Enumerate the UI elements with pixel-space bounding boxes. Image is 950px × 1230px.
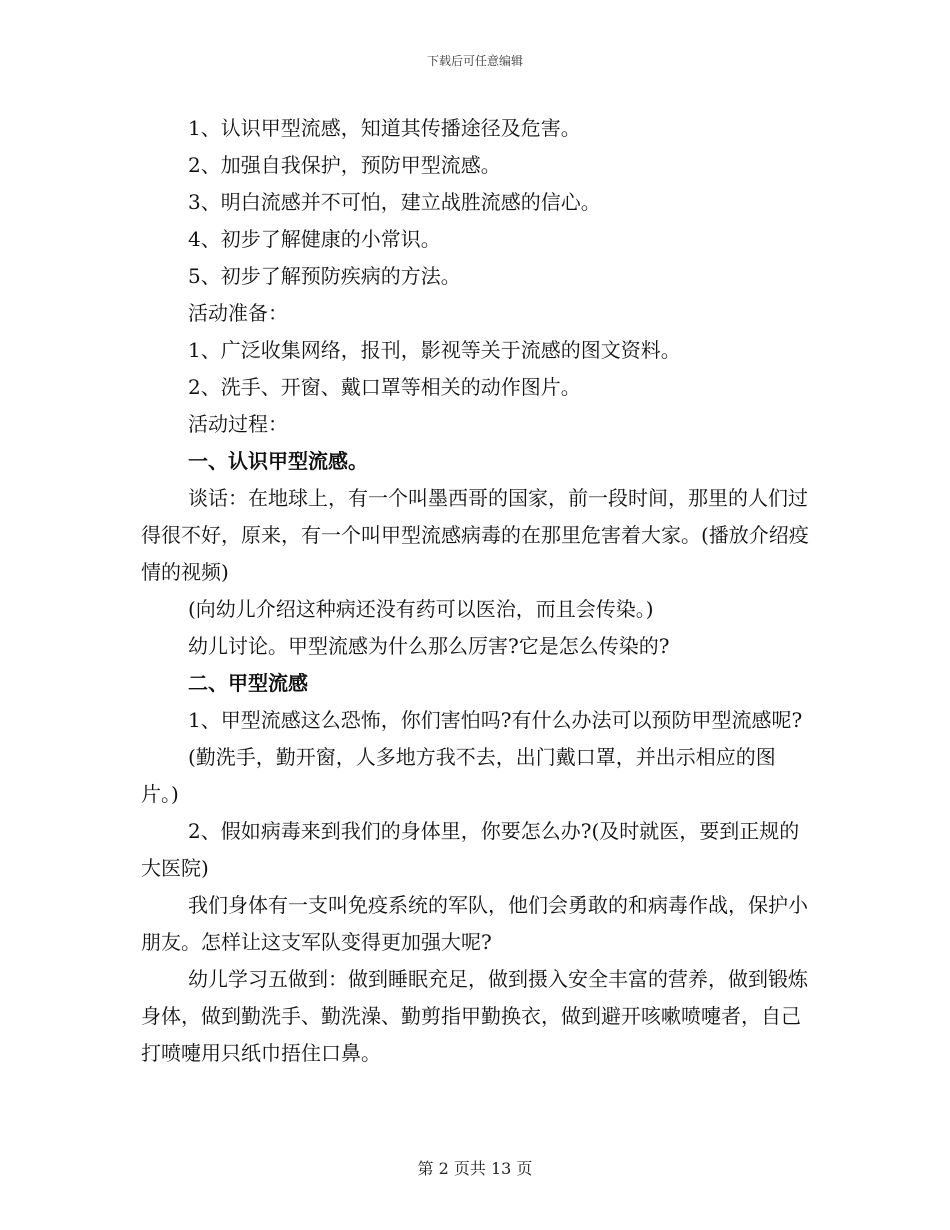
paragraph: 3、明白流感并不可怕，建立战胜流感的信心。 bbox=[188, 190, 601, 214]
document-body bbox=[141, 110, 811, 1072]
paragraph: 5、初步了解预防疾病的方法。 bbox=[188, 264, 461, 288]
paragraph: 1、甲型流感这么恐怖，你们害怕吗?有什么办法可以预防甲型流感呢? bbox=[188, 708, 803, 732]
paragraph: (向幼儿介绍这种病还没有药可以医治，而且会传染。) bbox=[188, 597, 654, 621]
paragraph: 2、洗手、开窗、戴口罩等相关的动作图片。 bbox=[188, 375, 581, 399]
section-label: 活动准备： bbox=[188, 301, 288, 325]
paragraph: 4、初步了解健康的小常识。 bbox=[188, 227, 441, 251]
page-header: 下载后可任意编辑 bbox=[426, 54, 523, 68]
paragraph: 谈话：在地球上，有一个叫墨西哥的国家，前一段时间，那里的人们过得很不好，原来，有一个叫甲型流感病毒的在那里危害着大家。(播放介绍疫情的视频) bbox=[141, 486, 809, 584]
section-heading: 二、甲型流感 bbox=[188, 671, 308, 695]
paragraph: 1、广泛收集网络，报刊，影视等关于流感的图文资料。 bbox=[188, 338, 681, 362]
section-label: 活动过程： bbox=[188, 412, 288, 436]
paragraph: 2、加强自我保护，预防甲型流感。 bbox=[188, 153, 501, 177]
paragraph: 2、假如病毒来到我们的身体里，你要怎么办?(及时就医，要到正规的大医院) bbox=[141, 819, 800, 880]
paragraph: 幼儿学习五做到：做到睡眠充足，做到摄入安全丰富的营养，做到锻炼身体，做到勤洗手、勤洗澡、勤剪指甲勤换衣，做到避开咳嗽喷嚏者，自己打喷嚏用只纸巾捂住口鼻。 bbox=[141, 967, 808, 1065]
paragraph: 1、认识甲型流感，知道其传播途径及危害。 bbox=[188, 116, 581, 140]
page-footer: 第 2 页共 13 页 bbox=[417, 1159, 533, 1178]
paragraph: 我们身体有一支叫免疫系统的军队，他们会勇敢的和病毒作战，保护小朋友。怎样让这支军队变得更加强大呢? bbox=[141, 893, 808, 954]
section-heading: 一、认识甲型流感。 bbox=[188, 449, 368, 473]
paragraph: 幼儿讨论。甲型流感为什么那么厉害?它是怎么传染的? bbox=[188, 634, 670, 658]
paragraph: (勤洗手，勤开窗，人多地方我不去，出门戴口罩，并出示相应的图片。) bbox=[141, 745, 776, 806]
